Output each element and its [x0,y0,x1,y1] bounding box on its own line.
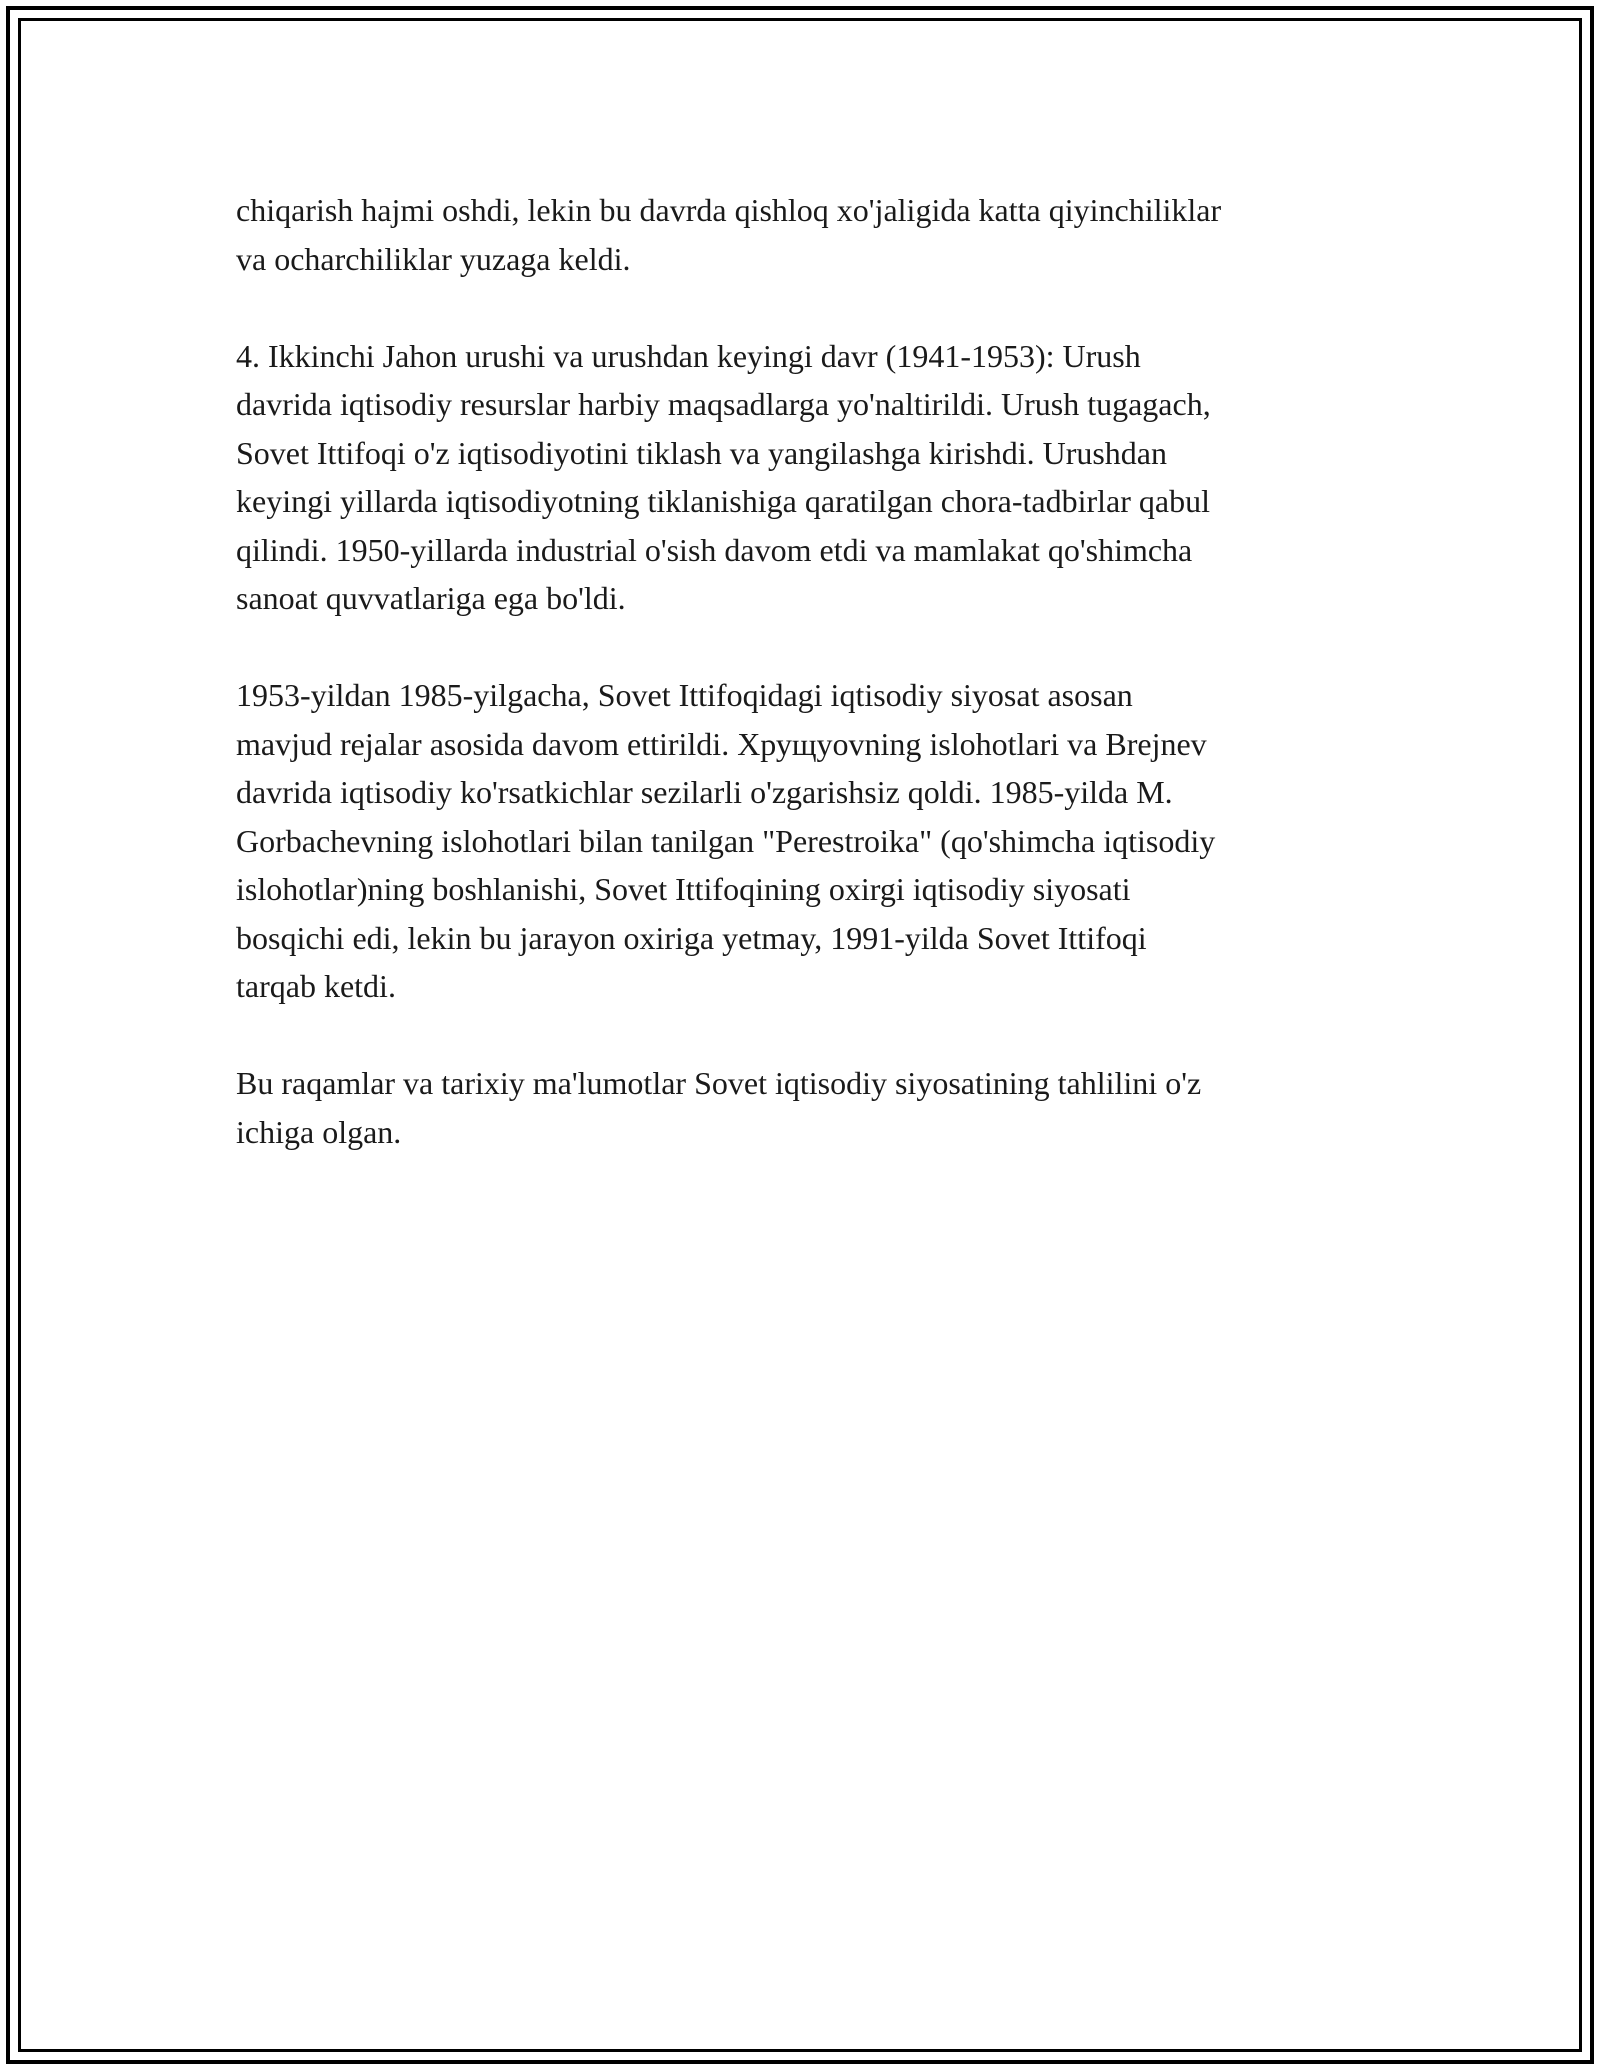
paragraph-1953-1985: 1953-yildan 1985-yilgacha, Sovet Ittifoqidagi iqtisodiy siyosat asosan mavjud rejalar asosida davom ettirildi. Хрущуovning islohotlari va Brejnev davrida iqtisodiy ko'rsatkichlar sezilarli o'zgarishsiz qoldi. 1985-yilda M. Gorbachevning islohotlari bilan tanilgan "Perestroika" (qo'shimcha iqtisodiy islohotlar)ning boshlanishi, Sovet Ittifoqining oxirgi iqtisodiy siyosati bosqichi edi, lekin bu jarayon oxiriga yetmay, 1991-yilda Sovet Ittifoqi tarqab ketdi. [236,677,1216,1004]
document-body [236,186,1386,1205]
paragraph-famine: chiqarish hajmi oshdi, lekin bu davrda qishloq xo'jaligida katta qiyinchiliklar va ocharchiliklar yuzaga keldi. [236,192,1222,277]
paragraph-conclusion: Bu raqamlar va tarixiy ma'lumotlar Sovet iqtisodiy siyosatining tahlilini o'z ichiga olgan. [236,1065,1202,1150]
paragraph-ww2-period: 4. Ikkinchi Jahon urushi va urushdan keyingi davr (1941-1953): Urush davrida iqtisodiy resurslar harbiy maqsadlarga yo'naltirildi. Urush tugagach, Sovet Ittifoqi o'z iqtisodiyotini tiklash va yangilashga kirishdi. Urushdan keyingi yillarda iqtisodiyotning tiklanishiga qaratilgan chora-tadbirlar qabul qilindi. 1950-yillarda industrial o'sish davom etdi va mamlakat qo'shimcha sanoat quvvatlariga ega bo'ldi. [236,337,1211,616]
